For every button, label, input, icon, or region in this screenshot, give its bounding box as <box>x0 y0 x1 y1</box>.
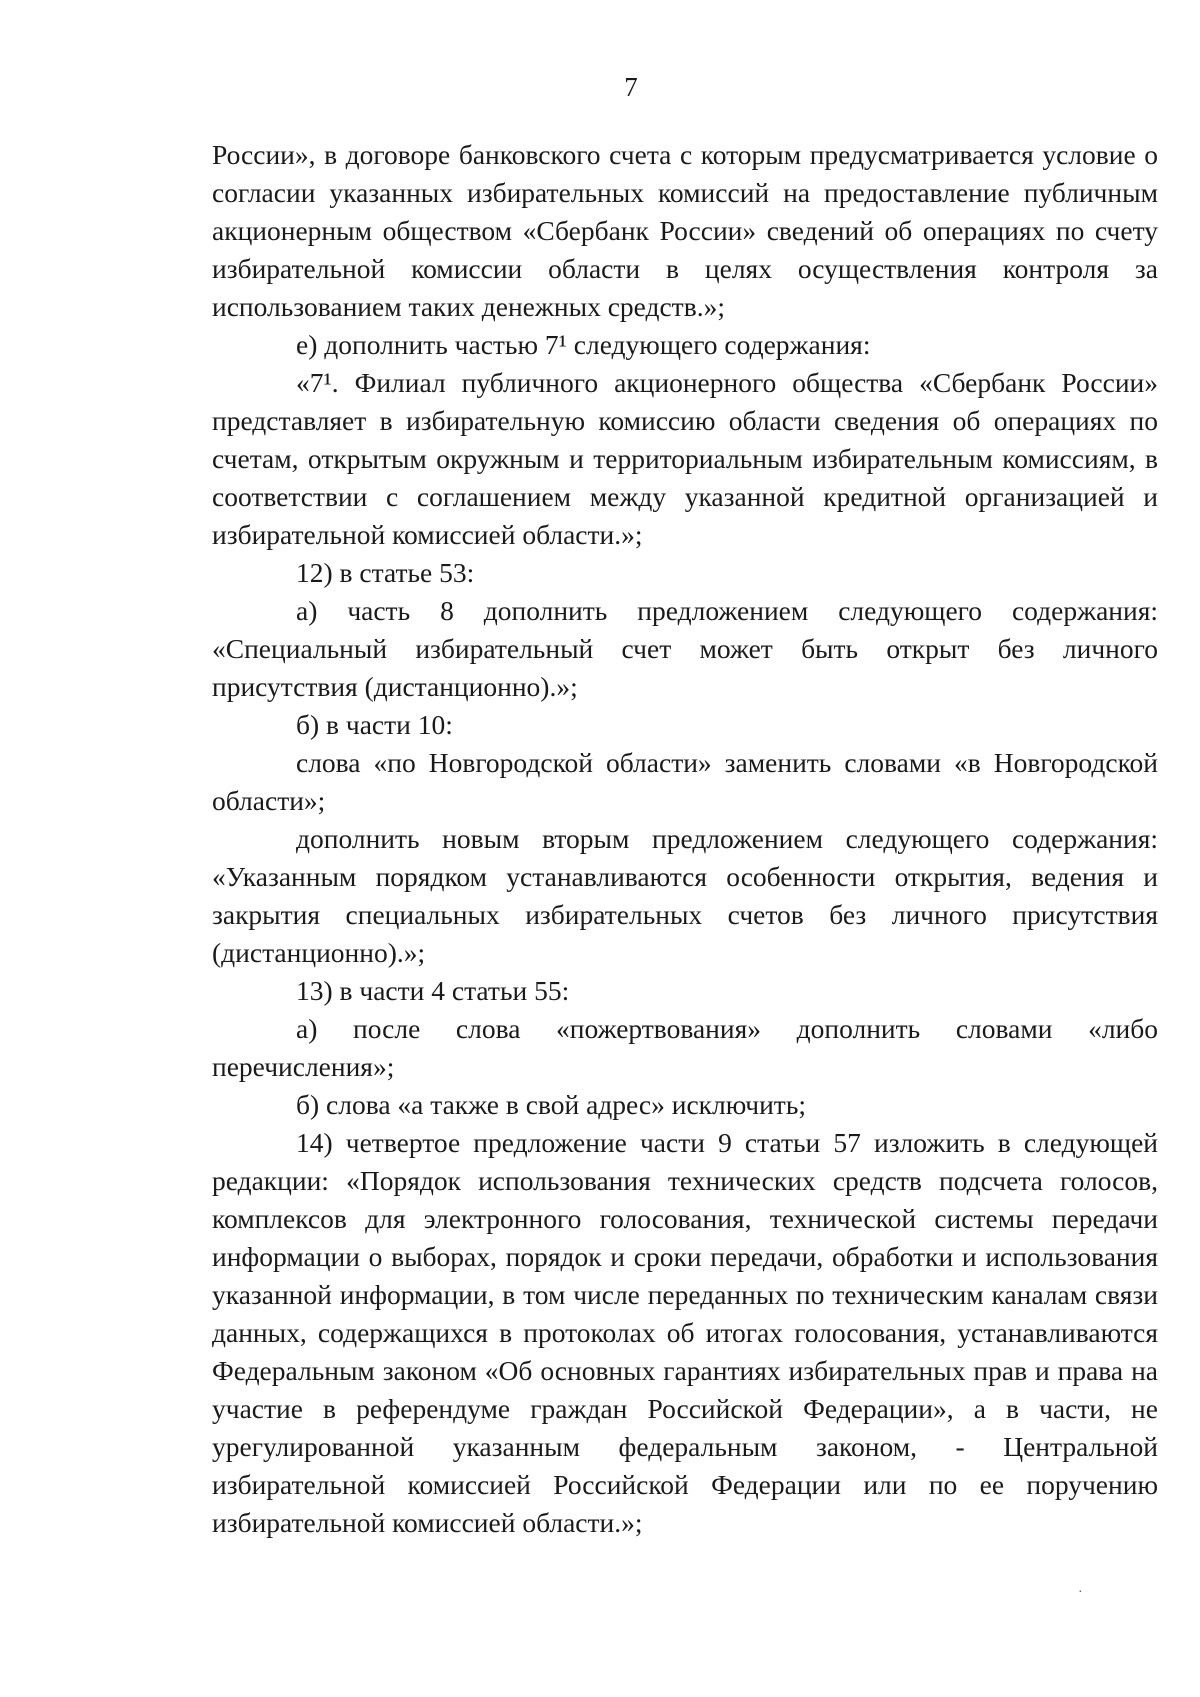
paragraph-item-14: 14) четвертое предложение части 9 статьи 57 изложить в следующей редакции: «Порядок использования технических средств подсчета голосов, комплексов для электронного голосования, технической системы передачи информации о выборах, порядок и сроки передачи, обработки и использования указанной информации, в том числе переданных по техническим каналам связи данных, содержащихся в протоколах об итогах голосования, устанавливаются Федеральным законом «Об основных гарантиях избирательных прав и права на участие в референдуме граждан Российской Федерации», а в части, не урегулированной указанным федеральным законом, - Центральной избирательной комиссией Российской Федерации или по ее поручению избирательной комиссией области.»; <box>212 1127 1158 1538</box>
page-number: 7 <box>624 72 638 102</box>
document-body <box>212 136 1158 1542</box>
paragraph-item-13-b: б) слова «а также в свой адрес» исключить; <box>296 1089 806 1120</box>
paragraph-part-7-1: «7¹. Филиал публичного акционерного общества «Сбербанк России» представляет в избирательную комиссию области сведения об операциях по счетам, открытым окружным и территориальным избирательным комиссиям, в соответствии с соглашением между указанной кредитной организацией и избирательной комиссией области.»; <box>212 367 1158 550</box>
scan-speck: · <box>1078 1585 1083 1600</box>
paragraph-add-sentence: дополнить новым вторым предложением следующего содержания: «Указанным порядком устанавливаются особенности открытия, ведения и закрытия специальных избирательных счетов без личного присутствия (дистанционно).»; <box>212 823 1158 968</box>
paragraph-item-13-a: а) после слова «пожертвования» дополнить словами «либо перечисления»; <box>212 1013 1158 1082</box>
paragraph-continuation: России», в договоре банковского счета с которым предусматривается условие о согласии указанных избирательных комиссий на предоставление публичным акционерным обществом «Сбербанк России» сведений об операциях по счету избирательной комиссии области в целях осуществления контроля за использованием таких денежных средств.»; <box>212 139 1158 322</box>
paragraph-item-e: е) дополнить частью 7¹ следующего содержания: <box>296 329 871 360</box>
paragraph-item-12-a: а) часть 8 дополнить предложением следующего содержания: «Специальный избирательный счет может быть открыт без личного присутствия (дистанционно).»; <box>212 595 1158 702</box>
paragraph-item-12-b: б) в части 10: <box>296 709 453 740</box>
paragraph-replace-words: слова «по Новгородской области» заменить словами «в Новгородской области»; <box>212 747 1158 816</box>
paragraph-item-12: 12) в статье 53: <box>296 557 475 588</box>
paragraph-item-13: 13) в части 4 статьи 55: <box>296 975 570 1006</box>
